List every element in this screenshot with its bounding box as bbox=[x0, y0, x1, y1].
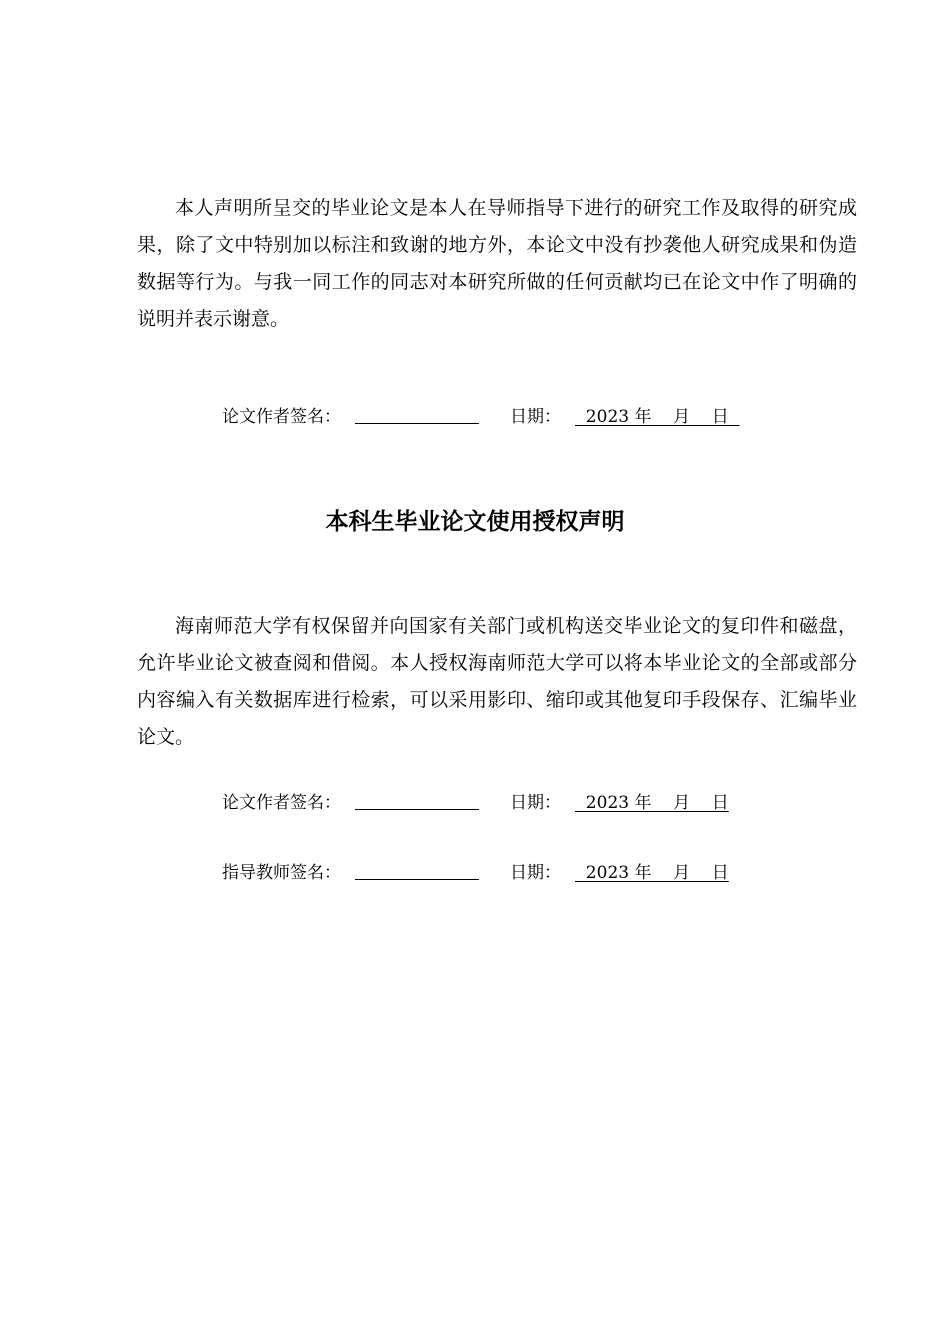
authorization-text: 海南师范大学有权保留并向国家有关部门或机构送交毕业论文的复印件和磁盘，允许毕业论文被查阅和借阅。本人授权海南师范大学可以将本毕业论文的全部或部分内容编入有关数据库进行检索，可以采用影印、缩印或其他复印手段保存、汇编毕业论文。 bbox=[137, 615, 857, 748]
authorization-title: 本科生毕业论文使用授权声明 bbox=[325, 509, 625, 535]
date-value: 2023 年 月 日 bbox=[575, 407, 740, 427]
date-label: 日期： bbox=[510, 793, 561, 813]
originality-declaration-text: 本人声明所呈交的毕业论文是本人在导师指导下进行的研究工作及取得的研究成果，除了文中特别加以标注和致谢的地方外，本论文中没有抄袭他人研究成果和伪造数据等行为。与我一同工作的同志对本研究所做的任何贡献均已在论文中作了明确的说明并表示谢意。 bbox=[137, 197, 857, 330]
advisor-signature-line bbox=[355, 879, 479, 880]
advisor-signature-label: 指导教师签名： bbox=[222, 863, 341, 883]
date-value: 2023 年 月 日 bbox=[575, 863, 729, 883]
date-label: 日期： bbox=[510, 407, 561, 427]
date-value: 2023 年 月 日 bbox=[575, 793, 729, 813]
date-label: 日期： bbox=[510, 863, 561, 883]
author-signature-line bbox=[355, 809, 479, 810]
author-signature-label: 论文作者签名： bbox=[222, 407, 341, 427]
author-signature-line bbox=[355, 423, 479, 424]
author-signature-label: 论文作者签名： bbox=[222, 793, 341, 813]
